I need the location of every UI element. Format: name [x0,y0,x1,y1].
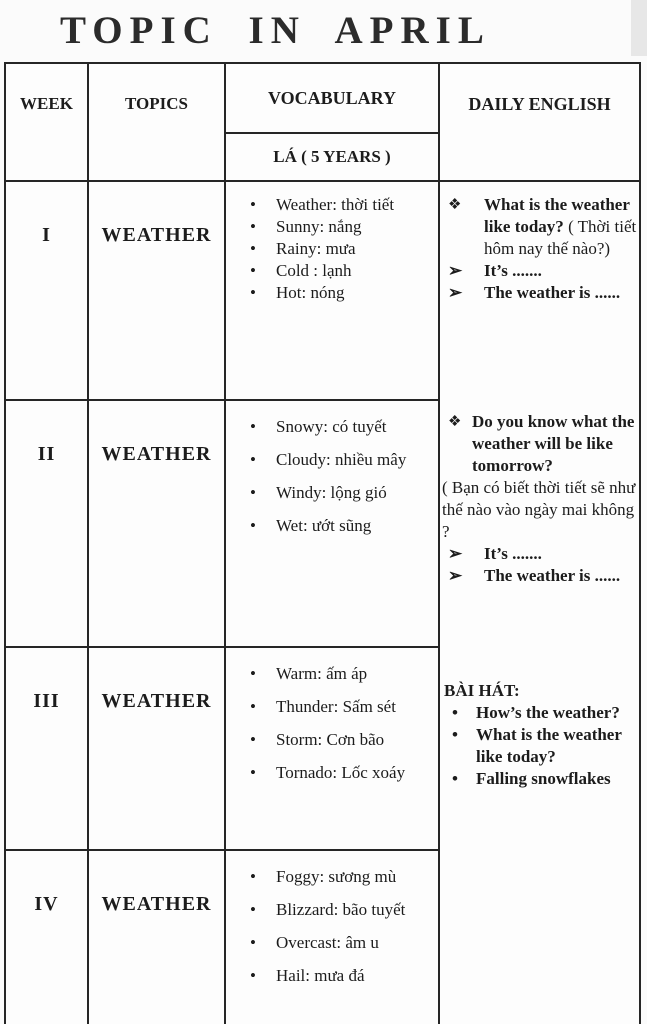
arrow-bullet-icon: ➢ [448,261,463,280]
page-title: TOPIC IN APRIL [60,9,491,52]
songs-block [440,680,639,790]
vocab-item: • Cloudy: nhiều mây [226,449,434,471]
week-cell-2 [6,401,89,648]
topic-cell-1 [89,182,226,401]
header-vocabulary-subgroup-label: LÁ ( 5 YEARS ) [273,147,391,166]
header-topics-label: TOPICS [125,94,188,113]
header-week-label: WEEK [20,94,73,113]
arrow-bullet-icon: ➢ [448,544,463,563]
answer-line [440,543,639,565]
header-vocabulary-label: VOCABULARY [267,87,396,108]
vocab-item: • Foggy: sương mù [226,866,434,888]
header-vocabulary [226,64,440,134]
vocab-item: • Weather: thời tiết [226,194,434,216]
vocab-item: • Snowy: có tuyết [226,416,434,438]
vocab-item: • Overcast: âm u [226,932,434,954]
songs-heading: BÀI HÁT: [444,681,520,700]
topics-table [4,62,641,1024]
diamond-bullet-icon: ❖ [448,414,462,430]
vocab-item: • Windy: lộng gió [226,482,434,504]
vocab-item: • Thunder: Sấm sét [226,696,434,718]
answer-line [440,260,639,282]
topic-label: WEATHER [101,690,212,712]
header-week [6,64,89,182]
question-translation: ( Bạn có biết thời tiết sẽ như thế nào vào ngày mai không ? [442,478,636,541]
vocab-item: • Tornado: Lốc xoáy [226,762,434,784]
topic-cell-4 [89,851,226,1024]
question-paragraph [440,411,639,477]
topic-label: WEATHER [101,893,212,915]
week-number: II [37,443,56,465]
vocab-item: • Wet: ướt sũng [226,515,434,537]
vocab-item: • Rainy: mưa [226,238,434,260]
vocab-item: • Blizzard: bão tuyết [226,899,434,921]
vocab-item: • Warm: ấm áp [226,663,434,685]
header-daily-english-label: DAILY ENGLISH [468,94,611,114]
topic-cell-3 [89,648,226,851]
daily-question-block-2 [440,411,639,587]
songs-list [440,702,639,790]
vocab-item: • Hot: nóng [226,282,434,304]
week-cell-1 [6,182,89,401]
vocab-cell-1 [226,182,440,401]
vocab-cell-3 [226,648,440,851]
question-english: Do you know what the weather will be like tomorrow? [472,412,635,475]
header-topics [89,64,226,182]
vocab-cell-2 [226,401,440,648]
vocab-list [226,182,438,304]
question-translation: ( Thời tiết hôm nay thế nào?) [484,217,637,258]
arrow-bullet-icon: ➢ [448,283,463,302]
week-cell-4 [6,851,89,1024]
vocab-cell-4 [226,851,440,1024]
song-item: • How’s the weather? [440,702,639,724]
header-vocabulary-subgroup [226,134,440,182]
page-corner-shade [631,0,647,56]
question-paragraph [440,194,639,260]
vocab-item: • Hail: mưa đá [226,965,434,987]
week-number: I [42,224,51,246]
week-cell-3 [6,648,89,851]
arrow-bullet-icon: ➢ [448,566,463,585]
daily-question-block-1 [440,194,639,304]
topic-label: WEATHER [101,224,212,246]
answer-text: It’s ....... [484,544,542,563]
week-number: III [33,690,60,712]
answer-line [440,565,639,587]
daily-english-cell [440,182,639,1024]
diamond-bullet-icon: ❖ [448,197,462,213]
vocab-item: • Cold : lạnh [226,260,434,282]
vocab-list [226,648,438,784]
song-item: • Falling snowflakes [440,768,639,790]
answer-text: It’s ....... [484,261,542,280]
header-daily-english [440,64,639,182]
vocab-item: • Storm: Cơn bão [226,729,434,751]
question-english: What is the weather like today? [484,195,630,236]
answer-text: The weather is ...... [484,566,621,585]
week-number: IV [34,893,59,915]
vocab-list [226,401,438,537]
vocab-item: • Sunny: nắng [226,216,434,238]
answer-text: The weather is ...... [484,283,621,302]
topic-label: WEATHER [101,443,212,465]
song-item: • What is the weather like today? [440,724,639,768]
answer-line [440,282,639,304]
vocab-list [226,851,438,987]
topic-cell-2 [89,401,226,648]
